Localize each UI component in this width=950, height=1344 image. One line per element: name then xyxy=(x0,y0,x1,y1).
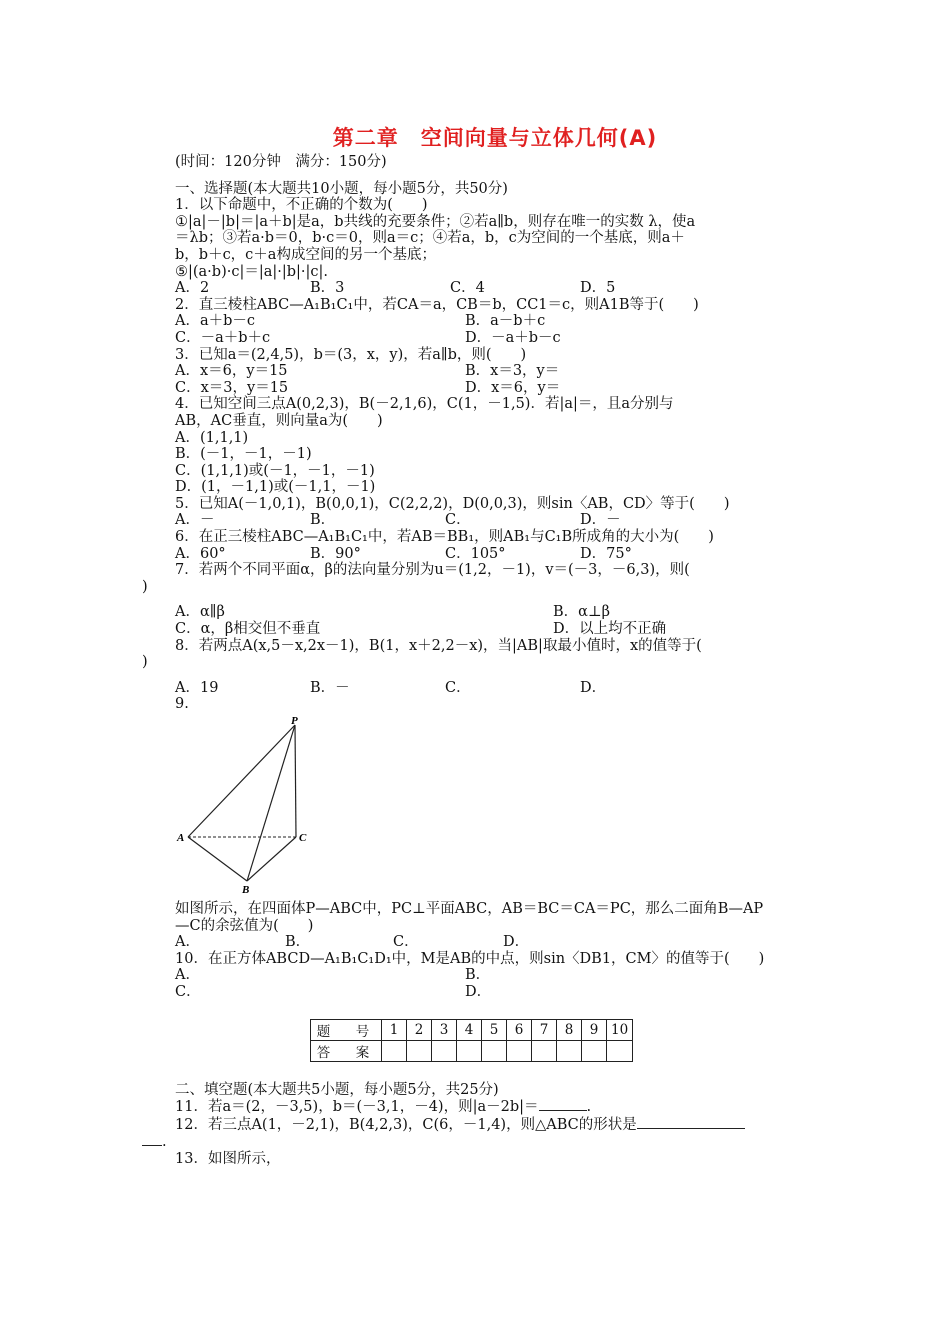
answer-table-number-row xyxy=(311,1019,633,1040)
edge-ab xyxy=(188,837,247,881)
q4-stem-1: 4．已知空间三点A(0,2,3)，B(－2,1,6)，C(1，－1,5)．若|a|＝，且a分别与 xyxy=(175,396,674,413)
q5-stem: 5．已知A(－1,0,1)，B(0,0,1)，C(2,2,2)，D(0,0,3)，则sin〈AB，CD〉等于( ) xyxy=(175,495,730,512)
q2-option-b[interactable]: B．a－b＋c xyxy=(465,313,546,330)
q4-stem-2: AB，AC垂直，则向量a为( ) xyxy=(175,412,383,429)
q5-option-b[interactable]: B． xyxy=(310,512,336,529)
answer-table-number: 3 xyxy=(432,1019,457,1040)
q3-options-row-1 xyxy=(175,363,815,380)
vertex-label-p: P xyxy=(291,715,298,727)
q8-option-c[interactable]: C． xyxy=(445,679,471,696)
q8-stem-2: ) xyxy=(142,654,148,671)
q12-stem: 12．若三点A(1，－2,1)，B(4,2,3)，C(6，－1,4)，则△ABC的形状是 xyxy=(175,1116,637,1133)
q9-option-d[interactable]: D． xyxy=(503,934,530,951)
q11-stem: 11．若a＝(2，－3,5)，b＝(－3,1，－4)，则|a－2b|＝ xyxy=(175,1099,539,1116)
answer-cell[interactable] xyxy=(607,1040,633,1061)
answer-cell[interactable] xyxy=(457,1040,482,1061)
edge-pb xyxy=(247,725,295,881)
q1-stem: 1．以下命题中，不正确的个数为( ) xyxy=(175,197,428,214)
answer-table-number-label: 题 号 xyxy=(311,1019,382,1040)
q5-options xyxy=(175,512,815,529)
q12-answer-blank-cont[interactable] xyxy=(142,1133,162,1146)
exam-time-info: (时间：120分钟 满分：150分) xyxy=(175,154,387,170)
q6-option-c[interactable]: C．105° xyxy=(445,545,506,562)
q3-option-c[interactable]: C．x＝3，y＝15 xyxy=(175,379,289,396)
answer-cell[interactable] xyxy=(382,1040,407,1061)
q7-option-b[interactable]: B．α⊥β xyxy=(553,604,610,621)
answer-table-answer-row xyxy=(311,1040,633,1061)
q5-option-d[interactable]: D．－ xyxy=(580,512,621,529)
tetrahedron-figure xyxy=(175,715,335,895)
q8-option-a[interactable]: A．19 xyxy=(175,679,219,696)
q13: 13．如图所示， xyxy=(175,1150,281,1167)
q6-stem: 6．在正三棱柱ABC—A₁B₁C₁中，若AB＝BB₁，则AB₁与C₁B所成角的大小为( ) xyxy=(175,529,714,546)
answer-table-number: 2 xyxy=(407,1019,432,1040)
q6-option-d[interactable]: D．75° xyxy=(580,545,632,562)
vertex-label-c: C xyxy=(299,832,307,844)
vertex-label-a: A xyxy=(177,832,185,844)
q8-stem-1: 8．若两点A(x,5－x,2x－1)，B(1，x＋2,2－x)，当|AB|取最小值时，x的值等于( xyxy=(175,637,702,654)
q9-number: 9. xyxy=(175,696,189,713)
q9-option-a[interactable]: A． xyxy=(175,934,200,951)
q6-options xyxy=(175,546,815,563)
q9-stem-1: 如图所示，在四面体P—ABC中，PC⊥平面ABC，AB＝BC＝CA＝PC，那么二面角B—AP xyxy=(175,901,764,917)
section-1-heading: 一、选择题(本大题共10小题，每小题5分，共50分) xyxy=(175,180,508,197)
q9-option-b[interactable]: B． xyxy=(285,934,311,951)
q10-option-a[interactable]: A． xyxy=(175,967,200,984)
edge-pa xyxy=(188,725,295,837)
q1-option-b[interactable]: B．3 xyxy=(310,280,345,297)
q8-options xyxy=(175,680,815,697)
q2-option-a[interactable]: A．a＋b－c xyxy=(175,313,256,330)
answer-cell[interactable] xyxy=(407,1040,432,1061)
answer-cell[interactable] xyxy=(507,1040,532,1061)
q11-answer-blank[interactable] xyxy=(539,1098,587,1111)
answer-table-number: 6 xyxy=(507,1019,532,1040)
q4-option-b[interactable]: B．(－1，－1，－1) xyxy=(175,446,312,463)
q1-line-3: b，b＋c，c＋a构成空间的另一个基底； xyxy=(175,246,436,263)
q8-option-d[interactable]: D． xyxy=(580,679,607,696)
answer-table-number: 8 xyxy=(557,1019,582,1040)
q9-option-c[interactable]: C． xyxy=(393,934,419,951)
q1-option-c[interactable]: C．4 xyxy=(450,280,485,297)
q12-answer-blank[interactable] xyxy=(637,1116,745,1129)
q1-line-2: ＝λb；③若a·b＝0，b·c＝0，则a＝c；④若a，b，c为空间的一个基底，则a＋ xyxy=(175,230,685,247)
q2-options-row-2 xyxy=(175,330,815,347)
answer-table-number: 1 xyxy=(382,1019,407,1040)
q6-option-b[interactable]: B．90° xyxy=(310,545,361,562)
answer-table-number: 7 xyxy=(532,1019,557,1040)
q1-line-1: ①|a|－|b|＝|a＋b|是a，b共线的充要条件；②若a∥b，则存在唯一的实数 λ，使a xyxy=(175,213,696,230)
q12-end: . xyxy=(162,1134,167,1151)
answer-cell[interactable] xyxy=(557,1040,582,1061)
answer-cell[interactable] xyxy=(532,1040,557,1061)
q10-option-b[interactable]: B． xyxy=(465,967,491,984)
answer-cell[interactable] xyxy=(482,1040,507,1061)
q7-stem-1: 7．若两个不同平面α，β的法向量分别为u＝(1,2，－1)，v＝(－3，－6,3)，则( xyxy=(175,562,690,579)
q2-option-d[interactable]: D．－a＋b－c xyxy=(465,329,561,346)
q10-stem: 10．在正方体ABCD—A₁B₁C₁D₁中，M是AB的中点，则sin〈DB1，CM〉的值等于( ) xyxy=(175,950,765,967)
answer-cell[interactable] xyxy=(582,1040,607,1061)
q2-options-row-1 xyxy=(175,313,815,330)
q7-option-a[interactable]: A．α∥β xyxy=(175,604,225,621)
q1-line-4: ⑤|(a·b)·c|＝|a|·|b|·|c|. xyxy=(175,263,329,280)
q7-stem-2: ) xyxy=(142,578,148,595)
q4-option-a[interactable]: A．(1,1,1) xyxy=(175,429,249,446)
q2-stem: 2．直三棱柱ABC—A₁B₁C₁中，若CA＝a，CB＝b，CC1＝c，则A1B等于( ) xyxy=(175,296,699,313)
q3-stem: 3．已知a＝(2,4,5)，b＝(3，x，y)，若a∥b，则( ) xyxy=(175,346,527,363)
q4-option-d[interactable]: D．(1，－1,1)或(－1,1，－1) xyxy=(175,479,376,496)
q11 xyxy=(175,1098,815,1116)
q1-option-d[interactable]: D．5 xyxy=(580,280,616,297)
edge-pc xyxy=(295,725,296,837)
q7-option-d[interactable]: D．以上均不正确 xyxy=(553,621,667,638)
section-2-heading: 二、填空题(本大题共5小题，每小题5分，共25分) xyxy=(175,1081,499,1098)
q7-options-row-2 xyxy=(175,621,815,638)
vertex-label-b: B xyxy=(242,884,250,895)
q12-cont xyxy=(142,1133,815,1151)
q4-option-c[interactable]: C．(1,1,1)或(－1，－1，－1) xyxy=(175,462,375,479)
q3-option-b[interactable]: B．x＝3，y＝ xyxy=(465,363,560,380)
q10-option-d[interactable]: D． xyxy=(465,983,492,1000)
q8-option-b[interactable]: B．－ xyxy=(310,679,350,696)
answer-table-number: 9 xyxy=(582,1019,607,1040)
q6-option-a[interactable]: A．60° xyxy=(175,545,226,562)
q3-option-a[interactable]: A．x＝6，y＝15 xyxy=(175,363,288,380)
q12 xyxy=(175,1116,815,1134)
q9-options xyxy=(175,934,815,951)
q1-option-a[interactable]: A．2 xyxy=(175,280,210,297)
q7-options-row-1 xyxy=(175,604,815,621)
q3-option-d[interactable]: D．x＝6，y＝ xyxy=(465,379,561,396)
q10-options-row-2 xyxy=(175,984,815,1001)
q10-option-c[interactable]: C． xyxy=(175,983,201,1000)
q2-option-c[interactable]: C．－a＋b＋c xyxy=(175,329,271,346)
exam-page xyxy=(142,122,815,1168)
answer-table-answer-label: 答 案 xyxy=(311,1040,382,1061)
answer-table-number: 4 xyxy=(457,1019,482,1040)
q10-options-row-1 xyxy=(175,967,815,984)
page-title: 第二章 空间向量与立体几何(A) xyxy=(332,126,658,150)
q11-end: . xyxy=(586,1099,592,1116)
q7-option-c[interactable]: C．α，β相交但不垂直 xyxy=(175,621,321,638)
q1-options xyxy=(175,280,815,297)
q9-stem-2: —C的余弦值为( ) xyxy=(175,917,314,934)
answer-table-number: 5 xyxy=(482,1019,507,1040)
answer-table xyxy=(310,1019,633,1062)
q5-option-a[interactable]: A．－ xyxy=(175,512,215,529)
answer-cell[interactable] xyxy=(432,1040,457,1061)
q5-option-c[interactable]: C． xyxy=(445,512,471,529)
q3-options-row-2 xyxy=(175,380,815,397)
answer-table-number: 10 xyxy=(607,1019,633,1040)
